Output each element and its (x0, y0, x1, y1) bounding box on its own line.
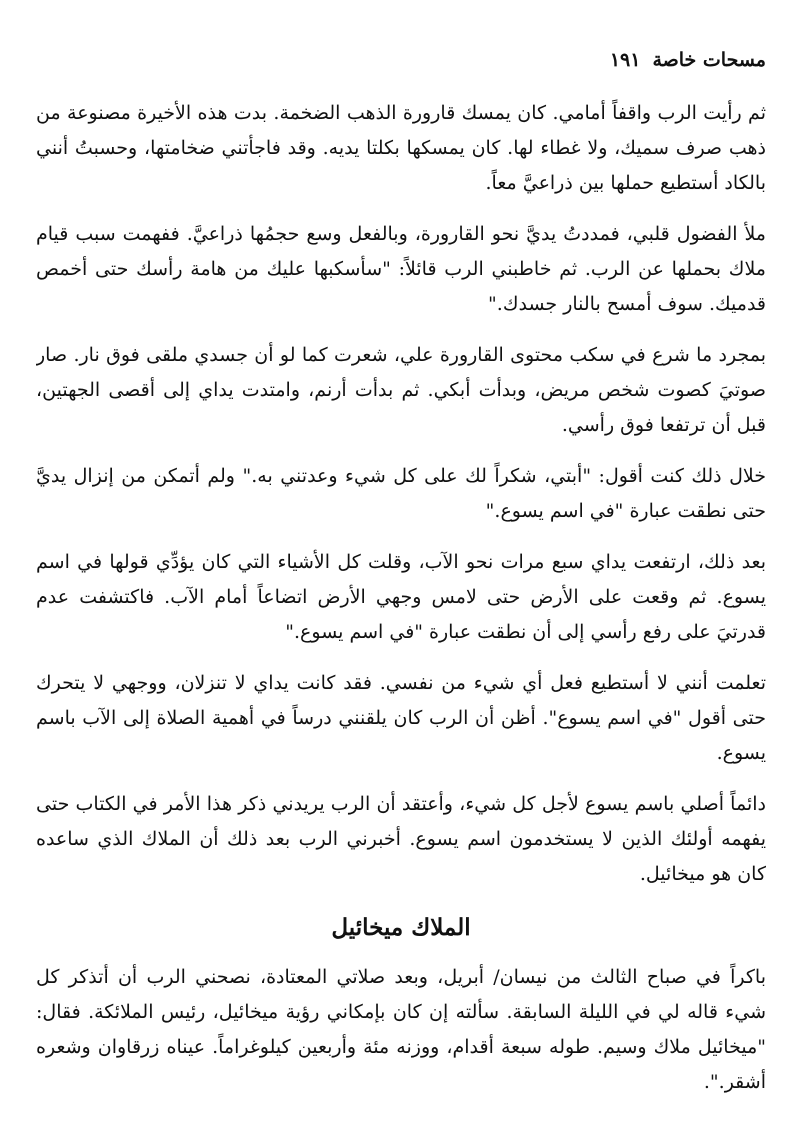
section-heading: الملاك ميخائيل (331, 914, 471, 941)
running-header (36, 44, 766, 76)
paragraph: تعلمت أنني لا أستطيع فعل أي شيء من نفسي. فقد كانت يداي لا تنزلان، ووجهي لا يتحرك حتى أقول "في اسم يسوع". أظن أن الرب كان يلقنني درساً في أهمية الصلاة إلى الآب باسم يسوع. (36, 672, 766, 764)
page-number: ١٩١ (609, 49, 641, 71)
paragraph: ملأ الفضول قلبي، فمددتُ يديَّ نحو القارورة، وبالفعل وسع حجمُها ذراعيَّ. ففهمت سبب قيام ملاك بحملها عن الرب. ثم خاطبني الرب قائلاً: "سأسكبها عليك من هامة رأسك حتى أخمص قدميك. سوف أمسح بالنار جسدك." (36, 223, 766, 315)
paragraph: ثم رأيت الرب واقفاً أمامي. كان يمسك قارورة الذهب الضخمة. بدت هذه الأخيرة مصنوعة من ذهب صرف سميك، ولا غطاء لها. كان يمسكها بكلتا يديه. وقد فاجأتني ضخامتها، وحسبتُ أنني بالكاد أستطيع حملها بين ذراعيَّ معاً. (36, 102, 766, 194)
header-title: مسحات خاصة (652, 49, 766, 71)
paragraph: خلال ذلك كنت أقول: "أبتي، شكراً لك على كل شيء وعدتني به." ولم أتمكن من إنزال يديَّ حتى نطقت عبارة "في اسم يسوع." (36, 465, 766, 522)
paragraph: بمجرد ما شرع في سكب محتوى القارورة علي، شعرت كما لو أن جسدي ملقى فوق نار. صار صوتيَ كصوت شخص مريض، وبدأت أبكي. ثم بدأت أرنم، وامتدت يداي إلى أقصى الجهتين، قبل أن ترتفعا فوق رأسي. (36, 344, 766, 436)
paragraph: دائماً أصلي باسم يسوع لأجل كل شيء، وأعتقد أن الرب يريدني ذكر هذا الأمر في الكتاب حتى يفهمه أولئك الذين لا يستخدمون اسم يسوع. أخبرني الرب بعد ذلك أن الملاك الذي ساعده كان هو ميخائيل. (36, 793, 766, 885)
body-text (36, 96, 766, 1128)
paragraph: باكراً في صباح الثالث من نيسان/ أبريل، وبعد صلاتي المعتادة، نصحني الرب أن أتذكر كل شيء قاله لي في الليلة السابقة. سألته إن كان بإمكاني رؤية ميخائيل، رئيس الملائكة. فقال: "ميخائيل ملاك وسيم. طوله سبعة أقدام، ووزنه مئة وأربعين كيلوغراماً. عيناه زرقاوان وشعره أشقر.". (36, 966, 766, 1093)
paragraph: بعد ذلك، ارتفعت يداي سبع مرات نحو الآب، وقلت كل الأشياء التي كان يؤدِّي قولها في اسم يسوع. ثم وقعت على الأرض حتى لامس وجهي الأرض اتضاعاً أمام الآب. فاكتشفت عدم قدرتيَ على رفع رأسي إلى أن نطقت عبارة "في اسم يسوع." (36, 551, 766, 643)
